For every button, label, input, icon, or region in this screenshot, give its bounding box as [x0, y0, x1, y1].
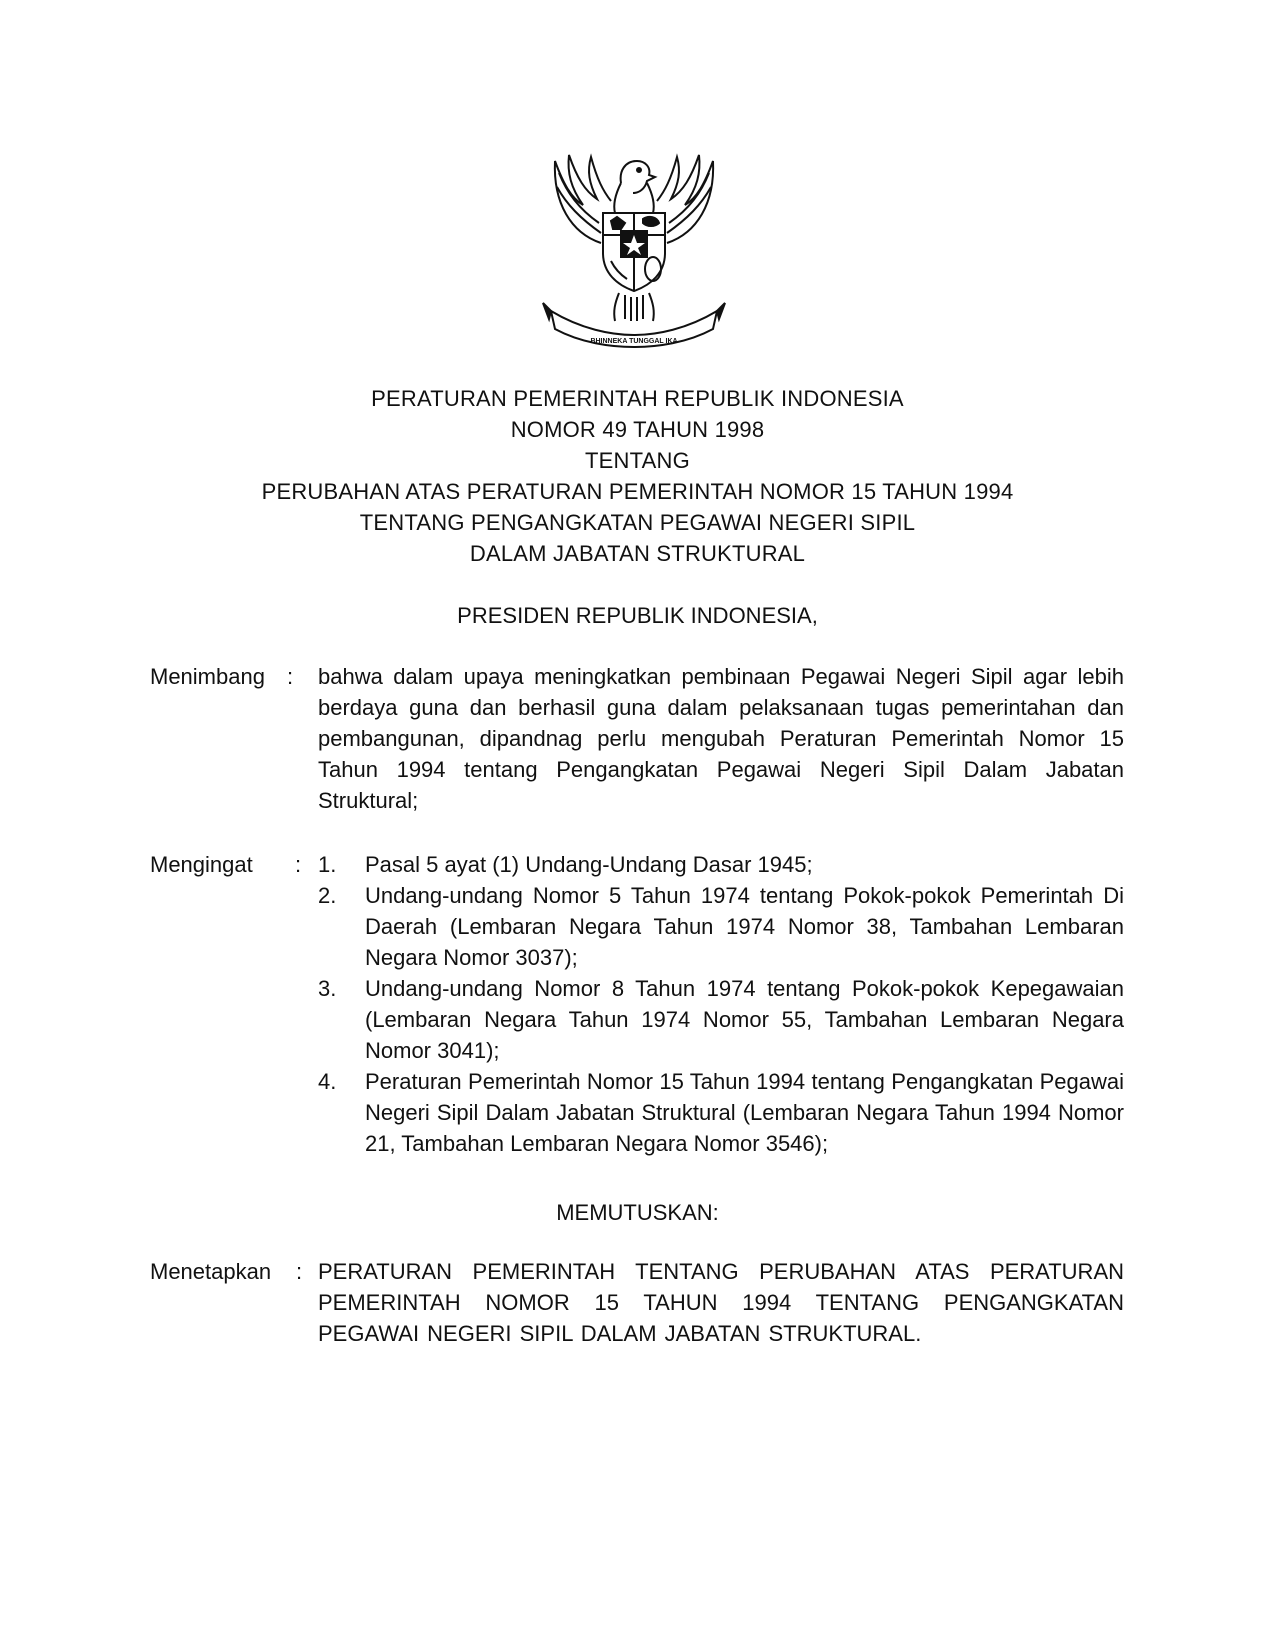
list-item — [318, 849, 1124, 880]
title-line-4: PERUBAHAN ATAS PERATURAN PEMERINTAH NOMOR 15 TAHUN 1994 — [261, 479, 1014, 504]
menimbang-label: Menimbang — [150, 664, 265, 689]
mengingat-list — [318, 849, 1124, 1159]
menetapkan-text: PERATURAN PEMERINTAH TENTANG PERUBAHAN ATAS PERATURAN PEMERINTAH NOMOR 15 TAHUN 1994 TENTANG PENGANGKATAN PEGAWAI NEGERI SIPIL DALAM JABATAN STRUKTURAL. — [318, 1259, 1124, 1346]
menetapkan-colon: : — [296, 1259, 303, 1284]
menimbang-colon: : — [287, 664, 294, 689]
list-item-number: 1. — [318, 852, 337, 877]
list-item-text: Peraturan Pemerintah Nomor 15 Tahun 1994 tentang Pengangkatan Pegawai Negeri Sipil Dalam Jabatan Struktural (Lembaran Negara Tahun 1994 Nomor 21, Tambahan Lembaran Negara Nomor 3546); — [365, 1069, 1124, 1156]
memutuskan-heading: MEMUTUSKAN: — [556, 1200, 719, 1225]
list-item — [318, 1066, 1124, 1159]
menetapkan-label: Menetapkan — [150, 1259, 272, 1284]
mengingat-label: Mengingat — [150, 852, 253, 877]
garuda-emblem-icon — [541, 143, 727, 348]
list-item — [318, 973, 1124, 1066]
title-line-3: TENTANG — [585, 448, 690, 473]
title-line-6: DALAM JABATAN STRUKTURAL — [469, 541, 806, 566]
list-item-text: Pasal 5 ayat (1) Undang-Undang Dasar 1945; — [365, 852, 813, 877]
mengingat-colon: : — [295, 852, 302, 877]
menimbang-text: bahwa dalam upaya meningkatkan pembinaan Pegawai Negeri Sipil agar lebih berdaya guna dan berhasil guna dalam pelaksanaan tugas pemerintahan dan pembangunan, dipandnag perlu mengubah Peraturan Pemerintah Nomor 15 Tahun 1994 tentang Pengangkatan Pegawai Negeri Sipil Dalam Jabatan Struktural; — [318, 664, 1124, 813]
president-heading: PRESIDEN REPUBLIK INDONESIA, — [457, 603, 818, 628]
list-item-number: 3. — [318, 976, 337, 1001]
list-item-number: 2. — [318, 883, 337, 908]
title-line-5: TENTANG PENGANGKATAN PEGAWAI NEGERI SIPIL — [359, 510, 916, 535]
document-title — [150, 383, 1125, 569]
list-item-number: 4. — [318, 1069, 337, 1094]
emblem-motto: BHINNEKA TUNGGAL IKA — [590, 338, 678, 345]
list-item — [318, 880, 1124, 973]
title-line-1: PERATURAN PEMERINTAH REPUBLIK INDONESIA — [371, 386, 904, 411]
list-item-text: Undang-undang Nomor 8 Tahun 1974 tentang Pokok-pokok Kepegawaian (Lembaran Negara Tahun 1974 Nomor 55, Tambahan Lembaran Negara Nomor 3041); — [365, 976, 1124, 1063]
title-line-2: NOMOR 49 TAHUN 1998 — [510, 417, 765, 442]
list-item-text: Undang-undang Nomor 5 Tahun 1974 tentang Pokok-pokok Pemerintah Di Daerah (Lembaran Negara Tahun 1974 Nomor 38, Tambahan Lembaran Negara Nomor 3037); — [365, 883, 1124, 970]
